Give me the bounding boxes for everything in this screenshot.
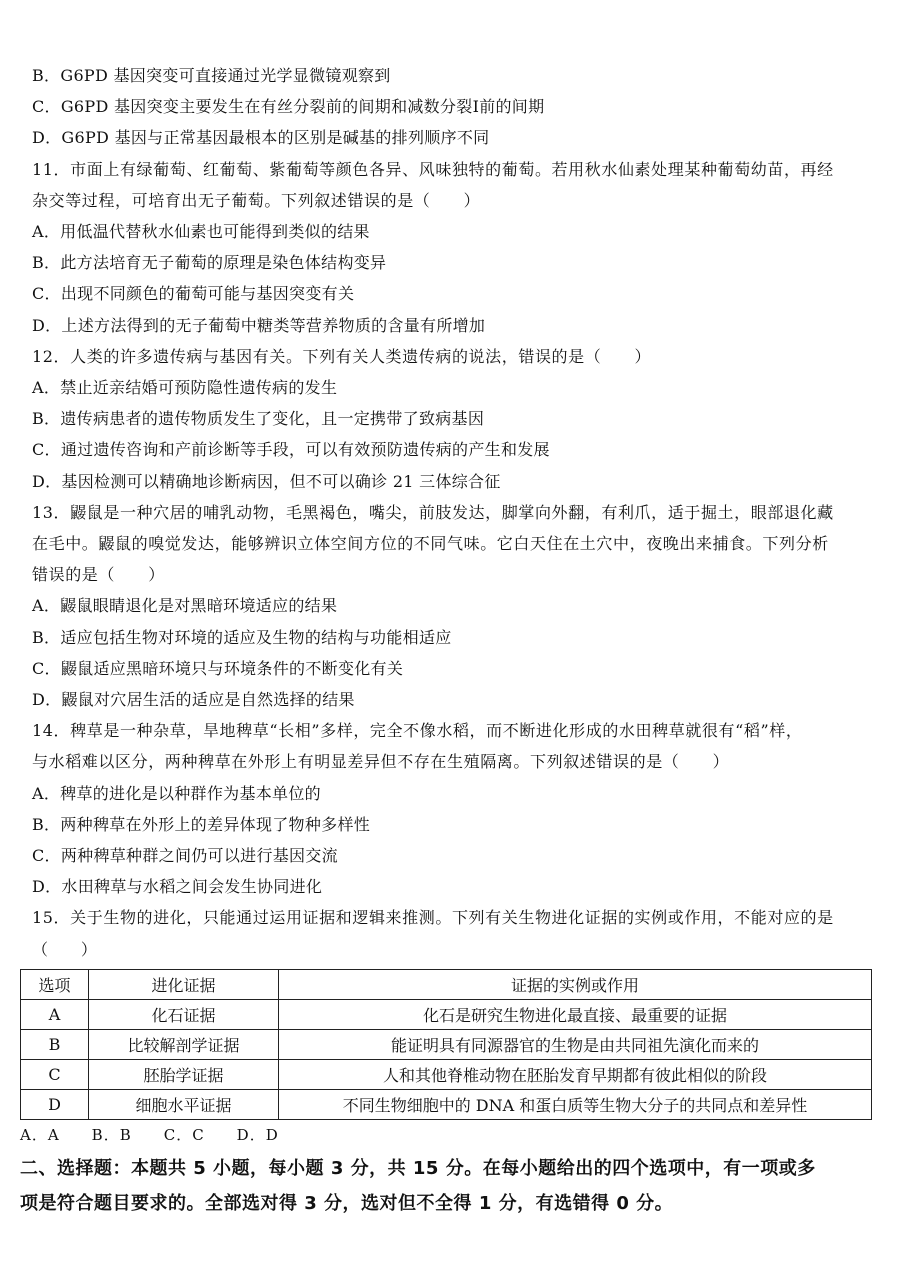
table-cell-evidence: 细胞水平证据 bbox=[89, 1089, 279, 1119]
table-cell-example: 人和其他脊椎动物在胚胎发育早期都有彼此相似的阶段 bbox=[279, 1059, 872, 1089]
table-cell-example: 不同生物细胞中的 DNA 和蛋白质等生物大分子的共同点和差异性 bbox=[279, 1089, 872, 1119]
q11-option-d: D．上述方法得到的无子葡萄中糖类等营养物质的含量有所增加 bbox=[32, 315, 486, 335]
table-header-cell: 进化证据 bbox=[89, 969, 279, 999]
q11-option-b: B．此方法培育无子葡萄的原理是染色体结构变异 bbox=[32, 253, 387, 273]
q13-stem-line3: 错误的是（ ） bbox=[32, 565, 165, 585]
table-cell-evidence: 胚胎学证据 bbox=[89, 1059, 279, 1089]
table-cell-example: 化石是研究生物进化最直接、最重要的证据 bbox=[279, 999, 872, 1029]
evidence-table bbox=[20, 969, 872, 1120]
question-12 bbox=[32, 341, 872, 497]
q13-option-b: B．适应包括生物对环境的适应及生物的结构与功能相适应 bbox=[32, 627, 452, 647]
q14-option-a: A．稗草的进化是以种群作为基本单位的 bbox=[32, 783, 321, 803]
q14-option-b: B．两种稗草在外形上的差异体现了物种多样性 bbox=[32, 814, 371, 834]
table-header-cell: 选项 bbox=[21, 969, 89, 999]
table-cell-option: D bbox=[21, 1089, 89, 1119]
q12-option-a: A．禁止近亲结婚可预防隐性遗传病的发生 bbox=[32, 378, 338, 398]
q11-stem-line1: 11．市面上有绿葡萄、红葡萄、紫葡萄等颜色各异、风味独特的葡萄。若用秋水仙素处理某种葡萄幼苗，再经 bbox=[32, 159, 834, 179]
q14-stem-line2: 与水稻难以区分，两种稗草在外形上有明显差异但不存在生殖隔离。下列叙述错误的是（ ） bbox=[32, 752, 730, 772]
table-cell-option: A bbox=[21, 999, 89, 1029]
question-10-options bbox=[32, 60, 872, 154]
q13-option-d: D．鼹鼠对穴居生活的适应是自然选择的结果 bbox=[32, 690, 355, 710]
q12-option-d: D．基因检测可以精确地诊断病因，但不可以确诊 21 三体综合征 bbox=[32, 471, 501, 491]
table-header-cell: 证据的实例或作用 bbox=[279, 969, 872, 999]
table-header-row bbox=[21, 969, 872, 999]
q12-option-c: C．通过遗传咨询和产前诊断等手段，可以有效预防遗传病的产生和发展 bbox=[32, 440, 550, 460]
q13-option-a: A．鼹鼠眼睛退化是对黑暗环境适应的结果 bbox=[32, 596, 338, 616]
question-11 bbox=[32, 154, 872, 341]
q12-stem: 12．人类的许多遗传病与基因有关。下列有关人类遗传病的说法，错误的是（ ） bbox=[32, 346, 652, 366]
table-cell-option: C bbox=[21, 1059, 89, 1089]
q12-option-b: B．遗传病患者的遗传物质发生了变化，且一定携带了致病基因 bbox=[32, 409, 485, 429]
q13-stem-line2: 在毛中。鼹鼠的嗅觉发达，能够辨识立体空间方位的不同气味。它白天住在土穴中，夜晚出来捕食。下列分析 bbox=[32, 534, 829, 554]
q14-option-d: D．水田稗草与水稻之间会发生协同进化 bbox=[32, 877, 323, 897]
question-13 bbox=[32, 497, 872, 715]
q13-option-c: C．鼹鼠适应黑暗环境只与环境条件的不断变化有关 bbox=[32, 658, 404, 678]
table-cell-example: 能证明具有同源器官的生物是由共同祖先演化而来的 bbox=[279, 1029, 872, 1059]
q11-option-a: A．用低温代替秋水仙素也可能得到类似的结果 bbox=[32, 222, 370, 242]
table-row bbox=[21, 1059, 872, 1089]
exam-page bbox=[20, 60, 872, 1220]
q14-option-c: C．两种稗草种群之间仍可以进行基因交流 bbox=[32, 846, 338, 866]
table-row bbox=[21, 1089, 872, 1119]
section-2-heading-line2: 项是符合题目要求的。全部选对得 3 分，选对但不全得 1 分，有选错得 0 分。 bbox=[20, 1192, 674, 1214]
q11-option-c: C．出现不同颜色的葡萄可能与基因突变有关 bbox=[32, 284, 355, 304]
q10-option-b: B．G6PD 基因突变可直接通过光学显微镜观察到 bbox=[32, 66, 391, 85]
q11-stem-line2: 杂交等过程，可培育出无子葡萄。下列叙述错误的是（ ） bbox=[32, 190, 481, 210]
table-cell-evidence: 比较解剖学证据 bbox=[89, 1029, 279, 1059]
q10-option-c: C．G6PD 基因突变主要发生在有丝分裂前的间期和减数分裂Ⅰ前的间期 bbox=[32, 97, 545, 117]
table-row bbox=[21, 1029, 872, 1059]
question-14 bbox=[32, 715, 872, 902]
q15-answer-options: A．A B．B C．C D．D bbox=[20, 1125, 279, 1144]
q15-stem-line2: （ ） bbox=[32, 939, 98, 959]
q14-stem-line1: 14．稗草是一种杂草，旱地稗草“长相”多样，完全不像水稻，而不断进化形成的水田稗草就很有“稻”样， bbox=[32, 721, 803, 741]
q10-option-d: D．G6PD 基因与正常基因最根本的区别是碱基的排列顺序不同 bbox=[32, 128, 490, 148]
table-row bbox=[21, 999, 872, 1029]
section-2-heading-line1: 二、选择题：本题共 5 小题，每小题 3 分，共 15 分。在每小题给出的四个选项中，有一项或多 bbox=[20, 1157, 816, 1179]
q15-stem-line1: 15．关于生物的进化，只能通过运用证据和逻辑来推测。下列有关生物进化证据的实例或作用，不能对应的是 bbox=[32, 908, 834, 928]
table-cell-option: B bbox=[21, 1029, 89, 1059]
question-15 bbox=[20, 902, 872, 1149]
q13-stem-line1: 13．鼹鼠是一种穴居的哺乳动物，毛黑褐色，嘴尖，前肢发达，脚掌向外翻，有利爪，适于掘土，眼部退化藏 bbox=[32, 502, 834, 522]
section-2-heading bbox=[20, 1152, 872, 1220]
table-cell-evidence: 化石证据 bbox=[89, 999, 279, 1029]
